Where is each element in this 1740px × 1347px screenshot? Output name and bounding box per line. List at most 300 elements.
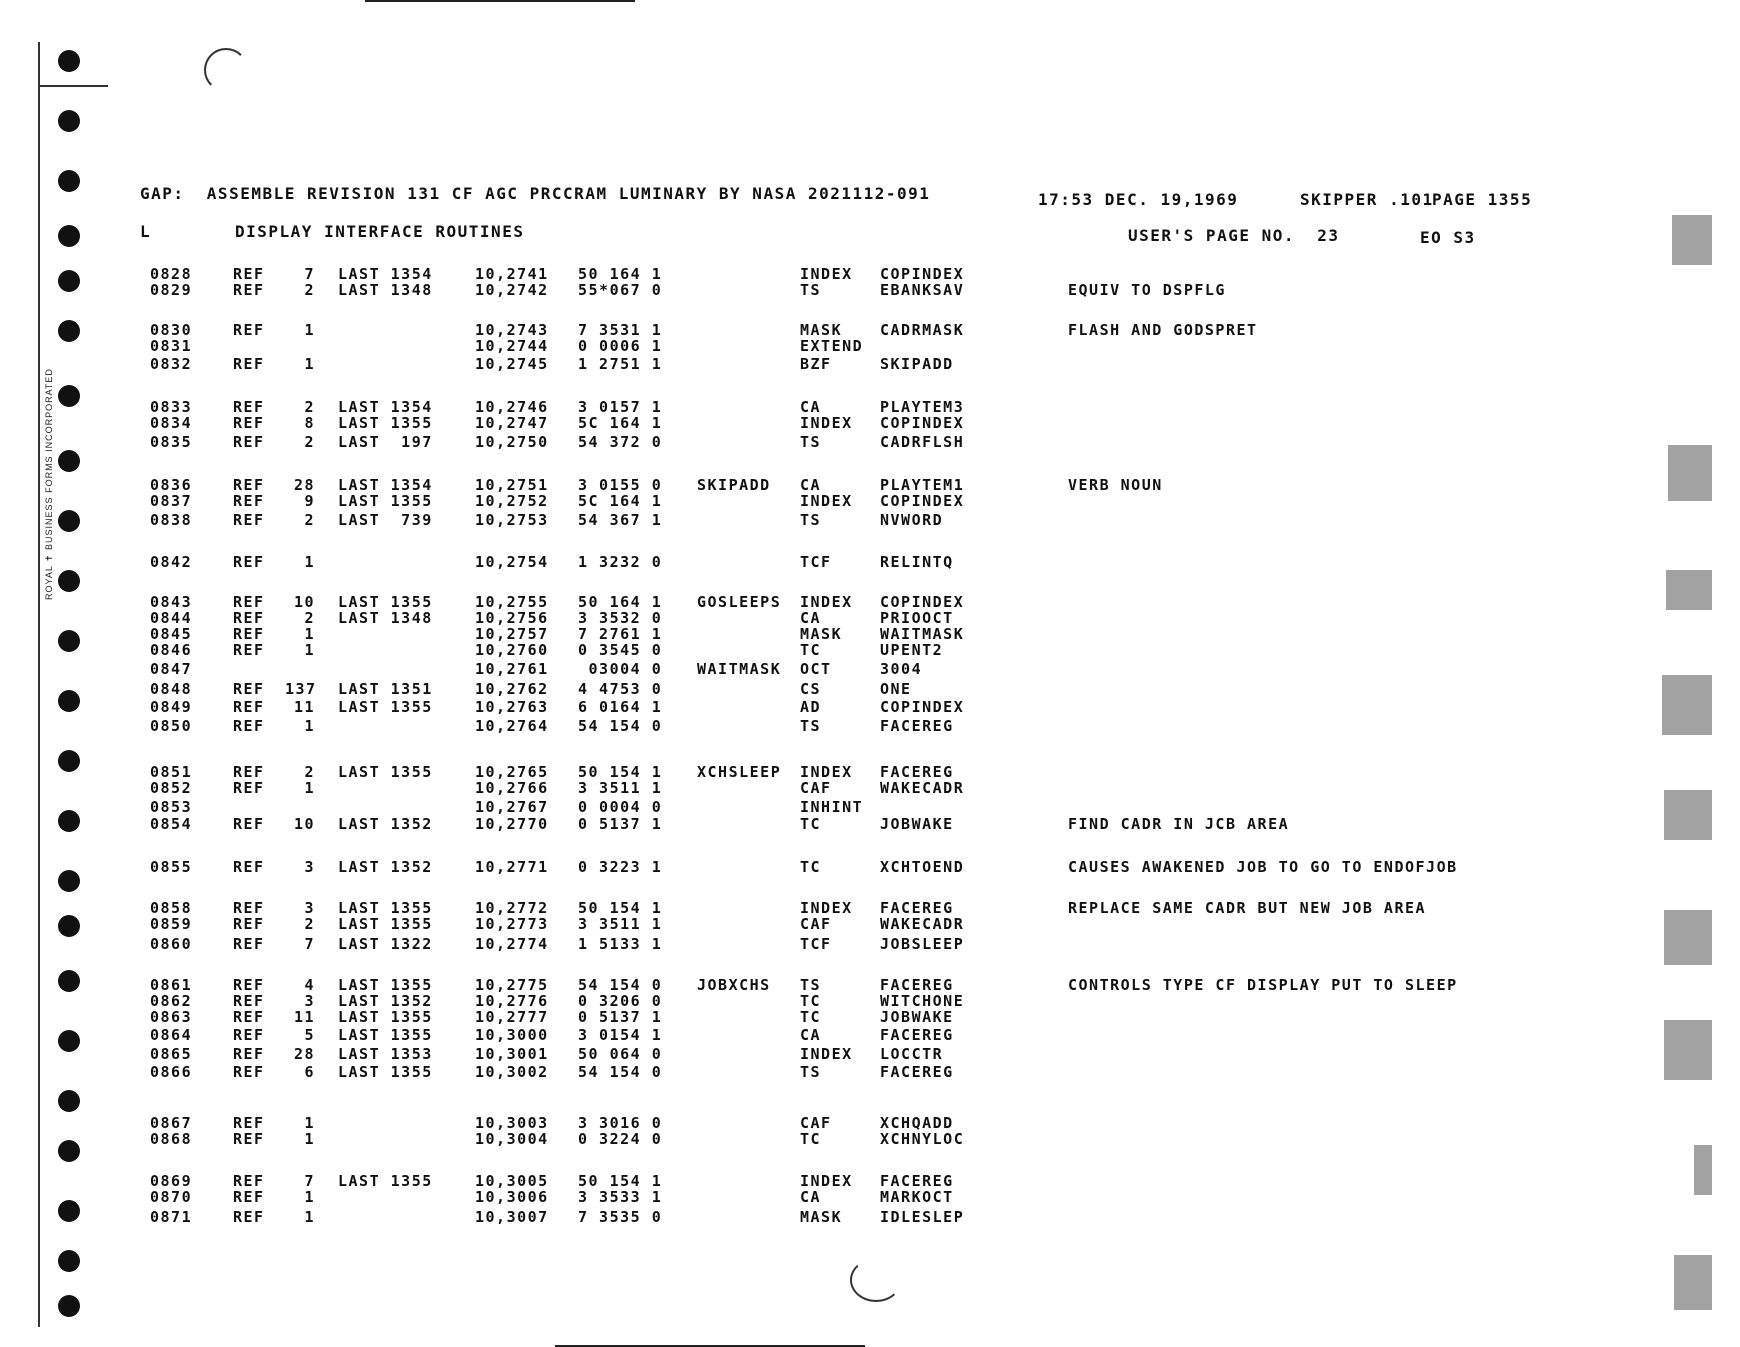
listing-last: LAST 1355 — [338, 593, 433, 611]
listing-ref: REF — [233, 698, 265, 716]
listing-operand: XCHNYLOC — [880, 1130, 965, 1148]
listing-ref: REF — [233, 1114, 265, 1132]
feed-hole — [58, 870, 80, 892]
pen-mark-top — [204, 48, 248, 92]
listing-ref: REF — [233, 1208, 265, 1226]
listing-addr: 10,2755 — [475, 593, 549, 611]
listing-seq: 0860 — [150, 935, 193, 953]
listing-ref: REF — [233, 321, 265, 339]
listing-refcnt: 3 — [304, 992, 315, 1010]
listing-seq: 0858 — [150, 899, 193, 917]
listing-label: JOBXCHS — [697, 976, 771, 994]
listing-code: 54 372 0 — [578, 433, 663, 451]
listing-operand: XCHTOEND — [880, 858, 965, 876]
listing-refcnt: 10 — [293, 815, 315, 833]
listing-operand: IDLESLEP — [880, 1208, 965, 1226]
listing-code: 4 4753 0 — [578, 680, 663, 698]
listing-addr: 10,2766 — [475, 779, 549, 797]
listing-ref: REF — [233, 1172, 265, 1190]
listing-refcnt: 7 — [304, 1172, 315, 1190]
listing-ref: REF — [233, 976, 265, 994]
listing-ref: REF — [233, 265, 265, 283]
listing-last: LAST 1355 — [338, 492, 433, 510]
listing-seq: 0831 — [150, 337, 193, 355]
listing-op: INDEX — [800, 414, 853, 432]
smudge — [1674, 1255, 1712, 1310]
listing-seq: 0871 — [150, 1208, 193, 1226]
listing-addr: 10,2754 — [475, 553, 549, 571]
smudge — [1664, 910, 1712, 965]
feed-hole — [58, 570, 80, 592]
feed-hole — [58, 320, 80, 342]
listing-addr: 10,3003 — [475, 1114, 549, 1132]
listing-refcnt: 2 — [304, 609, 315, 627]
listing-last: LAST 1353 — [338, 1045, 433, 1063]
listing-seq: 0847 — [150, 660, 193, 678]
listing-ref: REF — [233, 492, 265, 510]
listing-op: MASK — [800, 321, 843, 339]
tractor-feed-holes — [58, 40, 88, 1340]
listing-operand: COPINDEX — [880, 698, 965, 716]
listing-seq: 0845 — [150, 625, 193, 643]
listing-refcnt: 2 — [304, 763, 315, 781]
feed-hole — [58, 270, 80, 292]
listing-ref: REF — [233, 593, 265, 611]
listing-op: TC — [800, 1008, 822, 1026]
listing-addr: 10,2756 — [475, 609, 549, 627]
listing-op: CA — [800, 476, 822, 494]
header-page: PAGE 1355 — [1432, 190, 1533, 209]
listing-addr: 10,2752 — [475, 492, 549, 510]
listing-last: LAST 1322 — [338, 935, 433, 953]
feed-hole — [58, 1200, 80, 1222]
listing-last: LAST 1355 — [338, 698, 433, 716]
listing-last: LAST 1354 — [338, 265, 433, 283]
listing-ref: REF — [233, 935, 265, 953]
eo-label: EO S3 — [1420, 228, 1476, 247]
listing-code: 54 154 0 — [578, 1063, 663, 1081]
listing-op: MASK — [800, 625, 843, 643]
listing-label: SKIPADD — [697, 476, 771, 494]
listing-addr: 10,2741 — [475, 265, 549, 283]
listing-operand: PLAYTEM3 — [880, 398, 965, 416]
listing-seq: 0868 — [150, 1130, 193, 1148]
listing-seq: 0870 — [150, 1188, 193, 1206]
listing-code: 3 0157 1 — [578, 398, 663, 416]
listing-operand: FACEREG — [880, 976, 954, 994]
listing-operand: WAITMASK — [880, 625, 965, 643]
listing-refcnt: 28 — [293, 476, 315, 494]
listing-op: TC — [800, 1130, 822, 1148]
smudge — [1672, 215, 1712, 265]
listing-ref: REF — [233, 398, 265, 416]
listing-ref: REF — [233, 717, 265, 735]
listing-addr: 10,3005 — [475, 1172, 549, 1190]
smudge — [1666, 570, 1712, 610]
listing-ref: REF — [233, 915, 265, 933]
listing-seq: 0866 — [150, 1063, 193, 1081]
listing-code: 55*067 0 — [578, 281, 663, 299]
listing-addr: 10,2767 — [475, 798, 549, 816]
feed-hole — [58, 1295, 80, 1317]
listing-seq: 0844 — [150, 609, 193, 627]
listing-ref: REF — [233, 433, 265, 451]
listing-seq: 0848 — [150, 680, 193, 698]
feed-hole — [58, 915, 80, 937]
listing-refcnt: 5 — [304, 1026, 315, 1044]
listing-operand: XCHQADD — [880, 1114, 954, 1132]
feed-hole — [58, 1140, 80, 1162]
listing-refcnt: 1 — [304, 1208, 315, 1226]
listing-refcnt: 28 — [293, 1045, 315, 1063]
listing-op: TS — [800, 511, 822, 529]
listing-seq: 0846 — [150, 641, 193, 659]
listing-op: INDEX — [800, 265, 853, 283]
listing-seq: 0859 — [150, 915, 193, 933]
listing-seq: 0853 — [150, 798, 193, 816]
listing-operand: JOBWAKE — [880, 1008, 954, 1026]
listing-addr: 10,2750 — [475, 433, 549, 451]
listing-last: LAST 1352 — [338, 858, 433, 876]
listing-code: 03004 0 — [578, 660, 663, 678]
listing-comment: CAUSES AWAKENED JOB TO GO TO ENDOFJOB — [1068, 858, 1458, 876]
listing-addr: 10,2775 — [475, 976, 549, 994]
listing-comment: VERB NOUN — [1068, 476, 1163, 494]
listing-operand: CADRMASK — [880, 321, 965, 339]
listing-seq: 0854 — [150, 815, 193, 833]
listing-refcnt: 8 — [304, 414, 315, 432]
listing-seq: 0851 — [150, 763, 193, 781]
listing-comment: EQUIV TO DSPFLG — [1068, 281, 1226, 299]
listing-op: CA — [800, 398, 822, 416]
listing-refcnt: 1 — [304, 625, 315, 643]
listing-operand: FACEREG — [880, 717, 954, 735]
listing-addr: 10,2761 — [475, 660, 549, 678]
listing-seq: 0829 — [150, 281, 193, 299]
listing-ref: REF — [233, 355, 265, 373]
pen-mark-bottom — [850, 1258, 902, 1302]
listing-addr: 10,3000 — [475, 1026, 549, 1044]
listing-op: TC — [800, 815, 822, 833]
listing-operand: RELINTQ — [880, 553, 954, 571]
listing-last: LAST 1355 — [338, 899, 433, 917]
listing-op: CS — [800, 680, 822, 698]
listing-op: CA — [800, 609, 822, 627]
listing-seq: 0849 — [150, 698, 193, 716]
listing-comment: REPLACE SAME CADR BUT NEW JOB AREA — [1068, 899, 1427, 917]
listing-ref: REF — [233, 763, 265, 781]
listing-op: INDEX — [800, 492, 853, 510]
listing-code: 50 154 1 — [578, 899, 663, 917]
listing-op: TS — [800, 976, 822, 994]
smudge — [1662, 675, 1712, 735]
listing-code: 0 3206 0 — [578, 992, 663, 1010]
listing-code: 0 0006 1 — [578, 337, 663, 355]
listing-code: 50 164 1 — [578, 593, 663, 611]
listing-refcnt: 1 — [304, 641, 315, 659]
feed-hole — [58, 450, 80, 472]
listing-seq: 0834 — [150, 414, 193, 432]
listing-op: INDEX — [800, 899, 853, 917]
feed-hole — [58, 225, 80, 247]
listing-op: TC — [800, 858, 822, 876]
listing-code: 5C 164 1 — [578, 492, 663, 510]
listing-operand: FACEREG — [880, 1026, 954, 1044]
smudge — [1668, 445, 1712, 501]
listing-last: LAST 1355 — [338, 1008, 433, 1026]
listing-refcnt: 2 — [304, 281, 315, 299]
listing-last: LAST 1355 — [338, 763, 433, 781]
listing-ref: REF — [233, 1130, 265, 1148]
listing-code: 6 0164 1 — [578, 698, 663, 716]
header-time: 17:53 DEC. 19,1969 — [1038, 190, 1239, 209]
listing-operand: FACEREG — [880, 1063, 954, 1081]
listing-refcnt: 6 — [304, 1063, 315, 1081]
listing-addr: 10,2744 — [475, 337, 549, 355]
listing-op: CA — [800, 1026, 822, 1044]
listing-addr: 10,2776 — [475, 992, 549, 1010]
top-rule — [365, 0, 635, 2]
listing-seq: 0852 — [150, 779, 193, 797]
smudge — [1694, 1145, 1712, 1195]
listing-operand: COPINDEX — [880, 414, 965, 432]
listing-last: LAST 1354 — [338, 476, 433, 494]
listing-op: TCF — [800, 553, 832, 571]
listing-comment: CONTROLS TYPE CF DISPLAY PUT TO SLEEP — [1068, 976, 1458, 994]
listing-seq: 0830 — [150, 321, 193, 339]
listing-op: TC — [800, 992, 822, 1010]
listing-refcnt: 7 — [304, 265, 315, 283]
listing-addr: 10,2777 — [475, 1008, 549, 1026]
listing-addr: 10,2760 — [475, 641, 549, 659]
listing-seq: 0850 — [150, 717, 193, 735]
listing-code: 1 5133 1 — [578, 935, 663, 953]
listing-seq: 0867 — [150, 1114, 193, 1132]
listing-op: TS — [800, 1063, 822, 1081]
listing-op: AD — [800, 698, 822, 716]
listing-refcnt: 9 — [304, 492, 315, 510]
listing-refcnt: 3 — [304, 899, 315, 917]
listing-seq: 0835 — [150, 433, 193, 451]
listing-seq: 0843 — [150, 593, 193, 611]
listing-ref: REF — [233, 641, 265, 659]
listing-op: CAF — [800, 915, 832, 933]
listing-code: 54 154 0 — [578, 717, 663, 735]
listing-code: 3 3511 1 — [578, 779, 663, 797]
listing-last: LAST 1355 — [338, 1172, 433, 1190]
listing-op: INDEX — [800, 1172, 853, 1190]
listing-last: LAST 739 — [338, 511, 433, 529]
listing-addr: 10,2771 — [475, 858, 549, 876]
feed-hole — [58, 810, 80, 832]
listing-addr: 10,3001 — [475, 1045, 549, 1063]
listing-op: TS — [800, 433, 822, 451]
listing-operand: MARKOCT — [880, 1188, 954, 1206]
listing-seq: 0842 — [150, 553, 193, 571]
listing-last: LAST 1355 — [338, 915, 433, 933]
listing-addr: 10,3004 — [475, 1130, 549, 1148]
feed-hole — [58, 1090, 80, 1112]
listing-operand: COPINDEX — [880, 265, 965, 283]
subheader-title: DISPLAY INTERFACE ROUTINES — [235, 222, 525, 241]
listing-refcnt: 1 — [304, 779, 315, 797]
user-page-number: USER'S PAGE NO. 23 — [1128, 226, 1340, 245]
form-maker-text: ROYAL ✝ BUSINESS FORMS INCORPORATED — [44, 368, 54, 600]
listing-last: LAST 1355 — [338, 1063, 433, 1081]
listing-op: BZF — [800, 355, 832, 373]
feed-hole — [58, 170, 80, 192]
listing-addr: 10,2774 — [475, 935, 549, 953]
listing-code: 7 3531 1 — [578, 321, 663, 339]
listing-op: INDEX — [800, 1045, 853, 1063]
listing-operand: JOBWAKE — [880, 815, 954, 833]
feed-hole — [58, 1030, 80, 1052]
listing-last: LAST 1355 — [338, 976, 433, 994]
listing-code: 50 154 1 — [578, 763, 663, 781]
feed-hole — [58, 970, 80, 992]
listing-last: LAST 1348 — [338, 281, 433, 299]
listing-addr: 10,3002 — [475, 1063, 549, 1081]
listing-operand: WAKECADR — [880, 915, 965, 933]
listing-ref: REF — [233, 1188, 265, 1206]
listing-refcnt: 2 — [304, 433, 315, 451]
listing-operand: SKIPADD — [880, 355, 954, 373]
header-title: GAP: ASSEMBLE REVISION 131 CF AGC PRCCRAM LUMINARY BY NASA 2021112-091 — [140, 184, 931, 203]
listing-seq: 0833 — [150, 398, 193, 416]
listing-code: 3 3532 0 — [578, 609, 663, 627]
listing-last: LAST 1348 — [338, 609, 433, 627]
listing-addr: 10,2764 — [475, 717, 549, 735]
listing-last: LAST 1351 — [338, 680, 433, 698]
listing-refcnt: 1 — [304, 1130, 315, 1148]
listing-code: 0 5137 1 — [578, 815, 663, 833]
listing-ref: REF — [233, 476, 265, 494]
listing-op: INDEX — [800, 763, 853, 781]
listing-ref: REF — [233, 1063, 265, 1081]
listing-ref: REF — [233, 779, 265, 797]
listing-ref: REF — [233, 815, 265, 833]
listing-operand: NVWORD — [880, 511, 944, 529]
feed-hole — [58, 1250, 80, 1272]
listing-code: 3 0154 1 — [578, 1026, 663, 1044]
listing-last: LAST 1352 — [338, 815, 433, 833]
listing-comment: FIND CADR IN JCB AREA — [1068, 815, 1290, 833]
listing-ref: REF — [233, 609, 265, 627]
listing-seq: 0864 — [150, 1026, 193, 1044]
feed-hole — [58, 50, 80, 72]
listing-operand: ONE — [880, 680, 912, 698]
listing-seq: 0837 — [150, 492, 193, 510]
listing-refcnt: 11 — [293, 1008, 315, 1026]
listing-seq: 0869 — [150, 1172, 193, 1190]
listing-code: 3 3533 1 — [578, 1188, 663, 1206]
listing-ref: REF — [233, 680, 265, 698]
listing-code: 0 3545 0 — [578, 641, 663, 659]
listing-op: CAF — [800, 779, 832, 797]
listing-operand: PLAYTEM1 — [880, 476, 965, 494]
listing-op: EXTEND — [800, 337, 864, 355]
listing-refcnt: 1 — [304, 717, 315, 735]
listing-ref: REF — [233, 1045, 265, 1063]
listing-refcnt: 1 — [304, 321, 315, 339]
listing-code: 7 3535 0 — [578, 1208, 663, 1226]
listing-code: 0 3223 1 — [578, 858, 663, 876]
listing-refcnt: 2 — [304, 398, 315, 416]
listing-refcnt: 1 — [304, 1188, 315, 1206]
listing-ref: REF — [233, 1026, 265, 1044]
listing-addr: 10,2773 — [475, 915, 549, 933]
listing-refcnt: 4 — [304, 976, 315, 994]
listing-op: INHINT — [800, 798, 864, 816]
smudge — [1664, 790, 1712, 840]
listing-addr: 10,2757 — [475, 625, 549, 643]
listing-addr: 10,2742 — [475, 281, 549, 299]
listing-operand: WITCHONE — [880, 992, 965, 1010]
listing-refcnt: 7 — [304, 935, 315, 953]
listing-code: 50 164 1 — [578, 265, 663, 283]
listing-code: 1 3232 0 — [578, 553, 663, 571]
listing-refcnt: 10 — [293, 593, 315, 611]
listing-code: 50 064 0 — [578, 1045, 663, 1063]
feed-hole — [58, 750, 80, 772]
listing-seq: 0832 — [150, 355, 193, 373]
listing-code: 3 3511 1 — [578, 915, 663, 933]
listing-op: CA — [800, 1188, 822, 1206]
listing-last: LAST 1355 — [338, 1026, 433, 1044]
listing-seq: 0863 — [150, 1008, 193, 1026]
margin-line — [38, 42, 40, 1327]
listing-op: MASK — [800, 1208, 843, 1226]
listing-operand: FACEREG — [880, 1172, 954, 1190]
listing-addr: 10,2751 — [475, 476, 549, 494]
listing-addr: 10,2753 — [475, 511, 549, 529]
listing-ref: REF — [233, 281, 265, 299]
listing-addr: 10,3007 — [475, 1208, 549, 1226]
listing-addr: 10,3006 — [475, 1188, 549, 1206]
listing-op: OCT — [800, 660, 832, 678]
subheader-mark: L — [140, 222, 152, 241]
listing-addr: 10,2772 — [475, 899, 549, 917]
listing-last: LAST 1355 — [338, 414, 433, 432]
listing-ref: REF — [233, 899, 265, 917]
listing-op: TS — [800, 717, 822, 735]
listing-operand: CADRFLSH — [880, 433, 965, 451]
listing-ref: REF — [233, 414, 265, 432]
listing-refcnt: 2 — [304, 511, 315, 529]
listing-addr: 10,2770 — [475, 815, 549, 833]
listing-comment: FLASH AND GODSPRET — [1068, 321, 1258, 339]
listing-refcnt: 1 — [304, 1114, 315, 1132]
listing-addr: 10,2746 — [475, 398, 549, 416]
listing-seq: 0828 — [150, 265, 193, 283]
listing-refcnt: 137 — [285, 680, 317, 698]
feed-hole — [58, 110, 80, 132]
listing-last: LAST 1352 — [338, 992, 433, 1010]
listing-code: 7 2761 1 — [578, 625, 663, 643]
listing-code: 3 3016 0 — [578, 1114, 663, 1132]
listing-code: 1 2751 1 — [578, 355, 663, 373]
listing-code: 0 0004 0 — [578, 798, 663, 816]
listing-operand: EBANKSAV — [880, 281, 965, 299]
listing-seq: 0865 — [150, 1045, 193, 1063]
header-skipper: SKIPPER .101 — [1300, 190, 1434, 209]
feed-hole — [58, 510, 80, 532]
listing-operand: FACEREG — [880, 899, 954, 917]
listing-ref: REF — [233, 511, 265, 529]
listing-operand: 3004 — [880, 660, 923, 678]
listing-refcnt: 1 — [304, 355, 315, 373]
listing-label: GOSLEEPS — [697, 593, 782, 611]
